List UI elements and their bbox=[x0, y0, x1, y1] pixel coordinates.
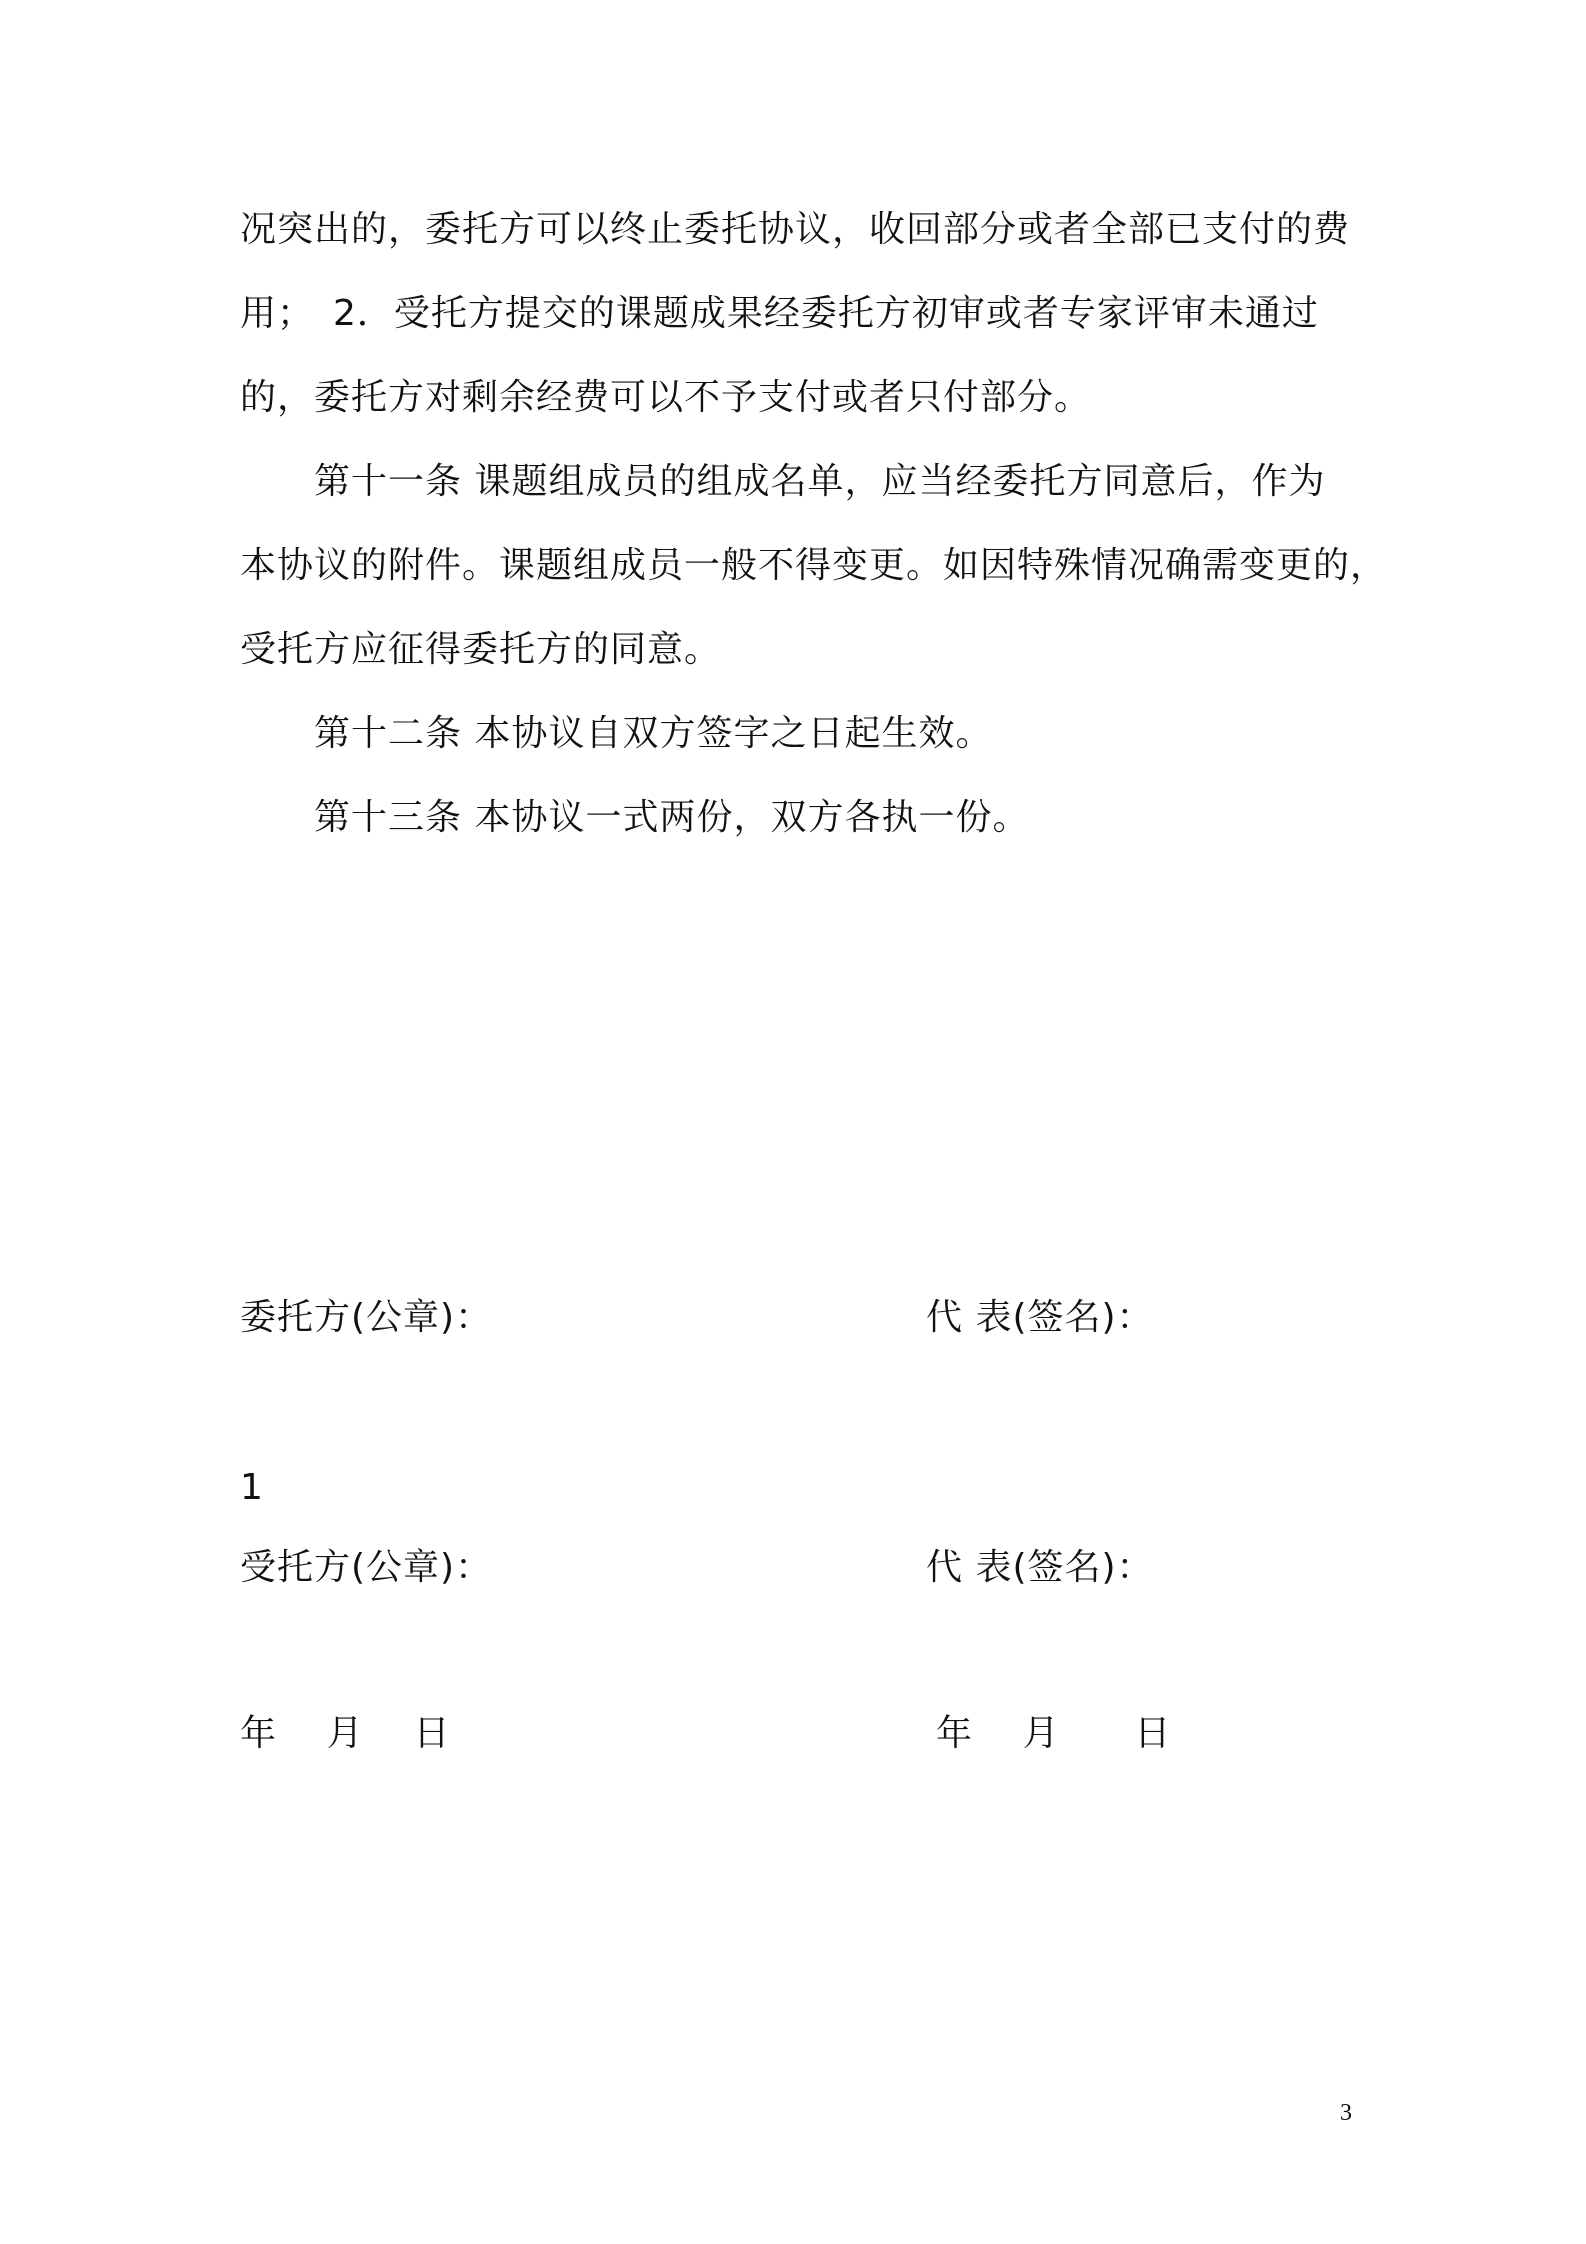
entrusted-party-seal-label: 受托方(公章)： bbox=[240, 1547, 493, 1588]
stray-number: 1 bbox=[240, 1467, 264, 1508]
article-11-line-1: 第十一条 课题组成员的组成名单，应当经委托方同意后，作为 bbox=[314, 461, 1326, 502]
body-line-2: 用； 2．受托方提交的课题成果经委托方初审或者专家评审未通过 bbox=[240, 293, 1319, 334]
article-11-line-3: 受托方应征得委托方的同意。 bbox=[240, 629, 722, 670]
body-line-1: 况突出的，委托方可以终止委托协议，收回部分或者全部已支付的费 bbox=[240, 209, 1351, 250]
page-number: 3 bbox=[1340, 2100, 1352, 2126]
article-12: 第十二条 本协议自双方签字之日起生效。 bbox=[314, 713, 993, 754]
body-line-3: 的，委托方对剩余经费可以不予支付或者只付部分。 bbox=[240, 377, 1092, 418]
entrusting-party-seal-label: 委托方(公章)： bbox=[240, 1297, 493, 1338]
entrusting-representative-label: 代 表(签名)： bbox=[926, 1297, 1154, 1338]
date-left: 年 月 日 bbox=[240, 1713, 451, 1754]
article-13: 第十三条 本协议一式两份，双方各执一份。 bbox=[314, 797, 1030, 838]
agreement-body bbox=[240, 188, 1388, 860]
entrusted-representative-label: 代 表(签名)： bbox=[926, 1547, 1154, 1588]
date-right: 年 月 日 bbox=[936, 1713, 1172, 1754]
article-11-line-2: 本协议的附件。课题组成员一般不得变更。如因特殊情况确需变更的， bbox=[240, 545, 1388, 586]
